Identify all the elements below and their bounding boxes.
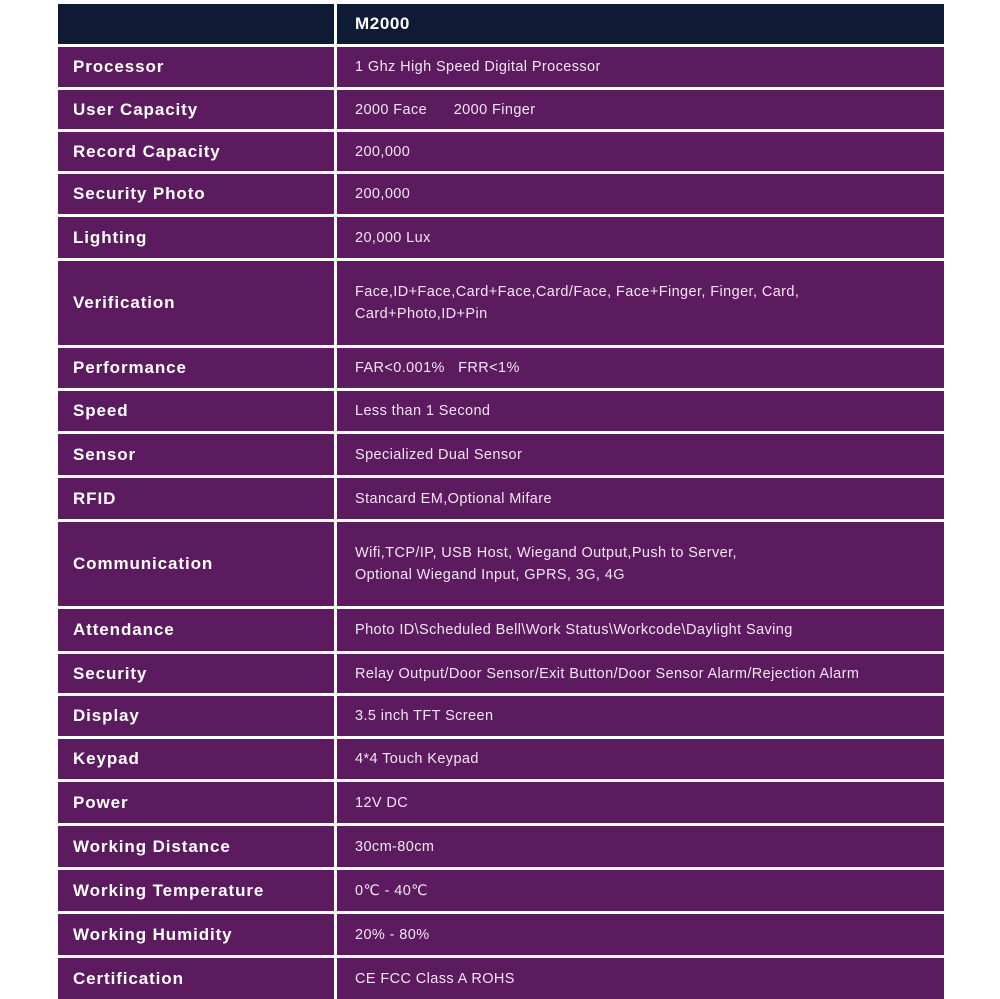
table-header-row <box>58 4 944 44</box>
spec-row-user-capacity <box>58 87 944 129</box>
spec-row-record-capacity <box>58 129 944 171</box>
spec-value: 12V DC <box>337 779 944 823</box>
spec-label: Keypad <box>58 736 337 779</box>
spec-label: Communication <box>58 519 337 606</box>
spec-row-communication <box>58 519 944 606</box>
spec-label: Sensor <box>58 431 337 475</box>
spec-row-sensor <box>58 431 944 475</box>
spec-label: Attendance <box>58 606 337 651</box>
spec-value: FAR<0.001% FRR<1% <box>337 345 944 388</box>
spec-label: Working Distance <box>58 823 337 867</box>
spec-label: Processor <box>58 44 337 87</box>
spec-label: RFID <box>58 475 337 519</box>
spec-value: CE FCC Class A ROHS <box>337 955 944 999</box>
spec-row-performance <box>58 345 944 388</box>
spec-value: Wifi,TCP/IP, USB Host, Wiegand Output,Push to Server, Optional Wiegand Input, GPRS, 3G, 4G <box>337 519 944 606</box>
spec-value: Specialized Dual Sensor <box>337 431 944 475</box>
spec-row-lighting <box>58 214 944 258</box>
model-name: M2000 <box>337 4 944 44</box>
spec-label: Performance <box>58 345 337 388</box>
spec-row-verification <box>58 258 944 345</box>
spec-row-processor <box>58 44 944 87</box>
spec-label: Security <box>58 651 337 693</box>
spec-row-certification <box>58 955 944 999</box>
spec-value: Relay Output/Door Sensor/Exit Button/Door Sensor Alarm/Rejection Alarm <box>337 651 944 693</box>
spec-label: Certification <box>58 955 337 999</box>
spec-value: 2000 Face 2000 Finger <box>337 87 944 129</box>
spec-value: 200,000 <box>337 171 944 214</box>
spec-label: Security Photo <box>58 171 337 214</box>
spec-value: Less than 1 Second <box>337 388 944 431</box>
spec-value: Stancard EM,Optional Mifare <box>337 475 944 519</box>
spec-value: 20% - 80% <box>337 911 944 955</box>
spec-row-working-humidity <box>58 911 944 955</box>
spec-row-power <box>58 779 944 823</box>
spec-row-attendance <box>58 606 944 651</box>
spec-label: Power <box>58 779 337 823</box>
spec-row-security-photo <box>58 171 944 214</box>
spec-value: Photo ID\Scheduled Bell\Work Status\Workcode\Daylight Saving <box>337 606 944 651</box>
spec-value: 1 Ghz High Speed Digital Processor <box>337 44 944 87</box>
spec-label: Working Humidity <box>58 911 337 955</box>
spec-row-working-temperature <box>58 867 944 911</box>
spec-row-display <box>58 693 944 736</box>
spec-label: Display <box>58 693 337 736</box>
spec-row-security <box>58 651 944 693</box>
spec-value: 0℃ - 40℃ <box>337 867 944 911</box>
spec-label: Lighting <box>58 214 337 258</box>
spec-row-rfid <box>58 475 944 519</box>
spec-row-keypad <box>58 736 944 779</box>
spec-value: 20,000 Lux <box>337 214 944 258</box>
spec-row-speed <box>58 388 944 431</box>
header-empty-cell <box>58 4 337 44</box>
spec-label: Record Capacity <box>58 129 337 171</box>
spec-value: 30cm-80cm <box>337 823 944 867</box>
spec-label: Verification <box>58 258 337 345</box>
spec-value: 3.5 inch TFT Screen <box>337 693 944 736</box>
spec-table <box>58 4 944 999</box>
spec-value: Face,ID+Face,Card+Face,Card/Face, Face+Finger, Finger, Card, Card+Photo,ID+Pin <box>337 258 944 345</box>
spec-label: Speed <box>58 388 337 431</box>
spec-value: 200,000 <box>337 129 944 171</box>
spec-row-working-distance <box>58 823 944 867</box>
spec-label: Working Temperature <box>58 867 337 911</box>
spec-label: User Capacity <box>58 87 337 129</box>
spec-value: 4*4 Touch Keypad <box>337 736 944 779</box>
